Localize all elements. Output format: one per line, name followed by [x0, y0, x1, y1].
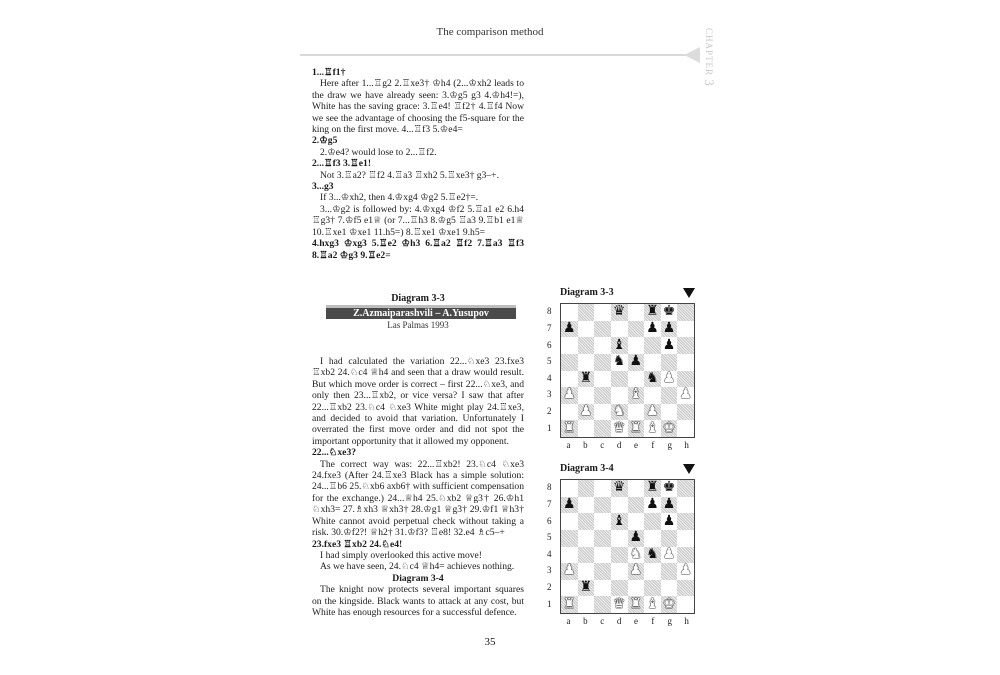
rank-label: 4	[547, 548, 552, 559]
white-bishop-icon: ♝	[629, 387, 643, 403]
square-g7	[661, 497, 678, 514]
black-knight-icon: ♞	[646, 370, 659, 386]
rank-label: 2	[547, 406, 552, 417]
square-d1	[611, 420, 628, 437]
paragraph: 3...♔g2 is followed by: 4.♔xg4 ♔f2 5.♖a1 e2 6.h4 ♖g3† 7.♔f5 e1♕ (or 7...♖h3 8.♔g5 ♖a3 9.♖b1 e1♕ 10.♖xe1 ♔xe1 11.h5=) 8.♖xe1 ♔xe1 9.h5=	[312, 203, 524, 238]
square-f4	[644, 371, 661, 388]
black-rook-icon: ♜	[579, 370, 593, 386]
move-line: 2.♔g5	[312, 135, 338, 147]
square-a1	[561, 596, 578, 613]
file-label: f	[651, 616, 655, 626]
square-a6	[561, 513, 578, 530]
square-g5	[661, 354, 678, 371]
black-bishop-icon: ♝	[612, 513, 626, 529]
paragraph: Here after 1...♖g2 2.♖xe3† ♔h4 (2...♔xh2 leads to the draw we have already seen: 3.♔g5 g3 4.♔h4!=), White has the saving grace: 3.♖e4! ♖f2† 4.♖f4 Now we see the advantage of choosing the f5-square for the king on the first move. 4...♖f3 5.♔e4=	[312, 78, 524, 136]
square-f8	[644, 480, 661, 497]
rank-label: 8	[547, 482, 552, 493]
square-d2	[611, 580, 628, 597]
square-b8	[578, 480, 595, 497]
square-d7	[611, 321, 628, 338]
square-h8	[677, 304, 694, 321]
white-rook-icon: ♜	[629, 596, 643, 612]
square-c6	[594, 337, 611, 354]
square-e1	[628, 420, 645, 437]
running-head: The comparison method	[436, 26, 544, 38]
paragraph: I had simply overlooked this active move!	[320, 549, 482, 561]
square-f5	[644, 530, 661, 547]
chapter-label: CHAPTER	[704, 28, 714, 77]
file-label: f	[651, 440, 655, 450]
black-to-move-triangle-icon	[683, 464, 695, 474]
square-c8	[594, 480, 611, 497]
square-c5	[594, 354, 611, 371]
square-f3	[644, 563, 661, 580]
square-g4	[661, 547, 678, 564]
white-pawn-icon: ♟	[662, 546, 676, 562]
event-label: Las Palmas 1993	[387, 320, 449, 330]
square-h4	[677, 547, 694, 564]
rank-labels	[547, 303, 557, 436]
file-label: d	[616, 616, 622, 626]
square-a7	[561, 497, 578, 514]
square-e5	[628, 530, 645, 547]
square-c2	[594, 580, 611, 597]
square-e4	[628, 371, 645, 388]
black-rook-icon: ♜	[579, 580, 593, 596]
square-c2	[594, 404, 611, 421]
square-d5	[611, 354, 628, 371]
move-line: 1...♖f1†	[312, 67, 346, 78]
move-line: 3...g3	[312, 181, 334, 193]
square-c7	[594, 497, 611, 514]
file-label: c	[600, 616, 605, 626]
square-b2	[578, 404, 595, 421]
square-f4	[644, 547, 661, 564]
square-d6	[611, 337, 628, 354]
black-king-icon: ♚	[662, 480, 676, 496]
square-e7	[628, 497, 645, 514]
square-e2	[628, 404, 645, 421]
square-d7	[611, 497, 628, 514]
square-d1	[611, 596, 628, 613]
black-rook-icon: ♜	[646, 480, 659, 496]
square-f2	[644, 580, 661, 597]
square-h7	[677, 497, 694, 514]
white-queen-icon: ♛	[612, 420, 626, 436]
header-arrow-icon	[684, 47, 700, 63]
black-pawn-icon: ♟	[646, 320, 659, 336]
rank-label: 5	[547, 356, 552, 367]
white-pawn-icon: ♟	[579, 404, 593, 420]
square-f8	[644, 304, 661, 321]
black-king-icon: ♚	[662, 304, 676, 320]
chess-diagram-3-3	[545, 287, 705, 457]
file-label: g	[667, 440, 672, 450]
chapter-number: 3	[702, 79, 717, 87]
square-b5	[578, 354, 595, 371]
rank-label: 2	[547, 582, 552, 593]
square-h3	[677, 563, 694, 580]
square-h5	[677, 530, 694, 547]
square-g2	[661, 580, 678, 597]
file-labels	[560, 616, 695, 626]
white-king-icon: ♚	[662, 596, 676, 612]
square-c6	[594, 513, 611, 530]
square-b7	[578, 321, 595, 338]
black-pawn-icon: ♟	[629, 530, 643, 546]
square-c3	[594, 563, 611, 580]
file-label: b	[583, 440, 588, 450]
white-pawn-icon: ♟	[679, 387, 692, 403]
square-d5	[611, 530, 628, 547]
rank-label: 8	[547, 306, 552, 317]
black-knight-icon: ♞	[646, 546, 659, 562]
move-line: 22...♘xe3?	[312, 447, 357, 459]
white-pawn-icon: ♟	[679, 563, 692, 579]
square-g8	[661, 480, 678, 497]
square-e3	[628, 563, 645, 580]
square-a4	[561, 371, 578, 388]
square-h2	[677, 404, 694, 421]
square-b6	[578, 337, 595, 354]
file-label: a	[566, 616, 571, 626]
square-g3	[661, 563, 678, 580]
square-e8	[628, 480, 645, 497]
square-g1	[661, 420, 678, 437]
square-a3	[561, 563, 578, 580]
square-e5	[628, 354, 645, 371]
black-pawn-icon: ♟	[662, 320, 676, 336]
square-g7	[661, 321, 678, 338]
square-h6	[677, 337, 694, 354]
move-line: 4.hxg3 ♔xg3 5.♖e2 ♔h3 6.♖a2 ♖f2 7.♖a3 ♖f3 8.♖a2 ♔g3 9.♖e2=	[312, 238, 524, 261]
square-e6	[628, 513, 645, 530]
rank-label: 6	[547, 515, 552, 526]
chess-diagram-3-4	[545, 463, 705, 633]
square-f7	[644, 321, 661, 338]
paragraph: I had calculated the variation 22...♘xe3 23.fxe3 ♖xb2 24.♘c4 ♕h4 and seen that a draw would result. But which move order is correct – first 22...♘xe3, and only then 23...♖xb2, or vice versa? I saw that after 22...♖xb2 23.♘c4 ♘xe3 White might play 24.♖xe3, and decided to avoid that variation. Unfortunately I overrated the first move order and did not spot the important opportunity that it allowed my opponent.	[312, 356, 524, 447]
black-pawn-icon: ♟	[662, 513, 676, 529]
file-labels	[560, 440, 695, 450]
square-f7	[644, 497, 661, 514]
square-a8	[561, 304, 578, 321]
players-banner	[326, 305, 516, 319]
square-d3	[611, 563, 628, 580]
black-pawn-icon: ♟	[646, 496, 659, 512]
black-pawn-icon: ♟	[662, 337, 676, 353]
square-c1	[594, 596, 611, 613]
square-a1	[561, 420, 578, 437]
file-label: g	[667, 616, 672, 626]
header-rule	[300, 54, 690, 56]
file-label: h	[684, 440, 689, 450]
square-b2	[578, 580, 595, 597]
square-e1	[628, 596, 645, 613]
square-h6	[677, 513, 694, 530]
square-b1	[578, 596, 595, 613]
square-b5	[578, 530, 595, 547]
move-line: 2...♖f3 3.♖e1!	[312, 158, 372, 170]
square-b4	[578, 371, 595, 388]
black-knight-icon: ♞	[612, 354, 626, 370]
square-e3	[628, 387, 645, 404]
square-g4	[661, 371, 678, 388]
chessboard	[560, 303, 695, 438]
diagram-reference: Diagram 3-4	[392, 572, 444, 584]
black-pawn-icon: ♟	[662, 496, 676, 512]
square-f6	[644, 513, 661, 530]
square-c3	[594, 387, 611, 404]
square-f3	[644, 387, 661, 404]
square-b7	[578, 497, 595, 514]
square-d6	[611, 513, 628, 530]
file-label: a	[566, 440, 571, 450]
black-to-move-triangle-icon	[683, 288, 695, 298]
square-h5	[677, 354, 694, 371]
rank-label: 1	[547, 422, 552, 433]
square-h1	[677, 420, 694, 437]
paragraph: If 3...♔xh2, then 4.♔xg4 ♔g2 5.♖e2†=.	[320, 192, 479, 204]
white-pawn-icon: ♟	[646, 404, 659, 420]
chessboard	[560, 479, 695, 614]
text-column-top	[312, 67, 524, 261]
white-queen-icon: ♛	[612, 596, 626, 612]
rank-label: 3	[547, 565, 552, 576]
paragraph: As we have seen, 24.♘c4 ♕h4= achieves nothing.	[320, 561, 515, 573]
white-bishop-icon: ♝	[646, 596, 659, 612]
square-a5	[561, 530, 578, 547]
square-e7	[628, 321, 645, 338]
square-b8	[578, 304, 595, 321]
square-f6	[644, 337, 661, 354]
square-a6	[561, 337, 578, 354]
white-knight-icon: ♞	[612, 404, 626, 420]
square-a2	[561, 580, 578, 597]
square-g3	[661, 387, 678, 404]
rank-label: 1	[547, 598, 552, 609]
white-rook-icon: ♜	[629, 420, 643, 436]
square-d4	[611, 547, 628, 564]
white-knight-icon: ♞	[629, 546, 643, 562]
square-g5	[661, 530, 678, 547]
square-b3	[578, 563, 595, 580]
square-d4	[611, 371, 628, 388]
square-c1	[594, 420, 611, 437]
rank-label: 5	[547, 532, 552, 543]
square-a7	[561, 321, 578, 338]
diagram-caption: Diagram 3-3	[391, 293, 445, 304]
square-e6	[628, 337, 645, 354]
rank-label: 4	[547, 372, 552, 383]
black-queen-icon: ♛	[612, 480, 626, 496]
square-c8	[594, 304, 611, 321]
square-e8	[628, 304, 645, 321]
page-number: 35	[484, 636, 496, 648]
square-e2	[628, 580, 645, 597]
black-pawn-icon: ♟	[563, 496, 576, 512]
square-h8	[677, 480, 694, 497]
move-line: 23.fxe3 ♖xb2 24.♘e4!	[312, 538, 403, 550]
square-e4	[628, 547, 645, 564]
square-h3	[677, 387, 694, 404]
white-pawn-icon: ♟	[629, 563, 643, 579]
square-b6	[578, 513, 595, 530]
text-column-bottom	[312, 356, 524, 618]
square-a2	[561, 404, 578, 421]
square-b4	[578, 547, 595, 564]
players-label: Z.Azmaiparashvili – A.Yusupov	[326, 308, 516, 319]
square-g8	[661, 304, 678, 321]
black-rook-icon: ♜	[646, 304, 659, 320]
square-g6	[661, 513, 678, 530]
chapter-tab	[703, 28, 717, 98]
square-h2	[677, 580, 694, 597]
white-pawn-icon: ♟	[662, 370, 676, 386]
white-pawn-icon: ♟	[563, 563, 576, 579]
file-label: b	[583, 616, 588, 626]
square-f2	[644, 404, 661, 421]
square-g1	[661, 596, 678, 613]
black-pawn-icon: ♟	[563, 320, 576, 336]
square-c4	[594, 371, 611, 388]
square-d2	[611, 404, 628, 421]
square-d8	[611, 480, 628, 497]
square-a5	[561, 354, 578, 371]
file-label: d	[616, 440, 622, 450]
square-g2	[661, 404, 678, 421]
square-b1	[578, 420, 595, 437]
square-h7	[677, 321, 694, 338]
square-b3	[578, 387, 595, 404]
square-h1	[677, 596, 694, 613]
square-c5	[594, 530, 611, 547]
square-c4	[594, 547, 611, 564]
paragraph: The knight now protects several important squares on the kingside. Black wants to attack at any cost, but White has enough resources for a successful defence.	[312, 584, 524, 618]
file-label: c	[600, 440, 605, 450]
rank-label: 7	[547, 498, 552, 509]
square-f5	[644, 354, 661, 371]
paragraph: Not 3.♖a2? ♖f2 4.♖a3 ♖xh2 5.♖xe3† g3–+.	[320, 169, 499, 181]
square-f1	[644, 420, 661, 437]
square-h4	[677, 371, 694, 388]
black-bishop-icon: ♝	[612, 337, 626, 353]
square-a8	[561, 480, 578, 497]
paragraph: 2.♔e4? would lose to 2...♖f2.	[320, 146, 437, 158]
file-label: e	[633, 440, 638, 450]
black-pawn-icon: ♟	[629, 354, 643, 370]
square-a4	[561, 547, 578, 564]
square-d8	[611, 304, 628, 321]
diagram-title: Diagram 3-4	[560, 463, 614, 474]
rank-label: 3	[547, 389, 552, 400]
square-a3	[561, 387, 578, 404]
rank-label: 6	[547, 339, 552, 350]
white-rook-icon: ♜	[563, 596, 576, 612]
square-f1	[644, 596, 661, 613]
white-pawn-icon: ♟	[563, 387, 576, 403]
white-rook-icon: ♜	[563, 420, 576, 436]
rank-label: 7	[547, 322, 552, 333]
file-label: e	[633, 616, 638, 626]
white-king-icon: ♚	[662, 420, 676, 436]
black-queen-icon: ♛	[612, 304, 626, 320]
diagram-title: Diagram 3-3	[560, 287, 614, 298]
paragraph: The correct way was: 22...♖xb2! 23.♘c4 ♘xe3 24.fxe3 (After 24.♖xe3 Black has a simple solution: 24...♖b6 25.♘xb6 axb6† with sufficient compensation for the exchange.) 24...♕h4 25.♘xb2 ♕g3† 26.♔h1 ♘xh3= 27.♗xh3 ♕xh3† 28.♔g1 ♕g3† 29.♔f1 ♕h3† White cannot avoid perpetual check without taking a risk. 30.♔f2?! ♕h2† 31.♔f3? ♖e8! 32.e4 ♗c5–+	[312, 458, 524, 539]
file-label: h	[684, 616, 689, 626]
square-c7	[594, 321, 611, 338]
square-d3	[611, 387, 628, 404]
white-bishop-icon: ♝	[646, 420, 659, 436]
square-g6	[661, 337, 678, 354]
rank-labels	[547, 479, 557, 612]
